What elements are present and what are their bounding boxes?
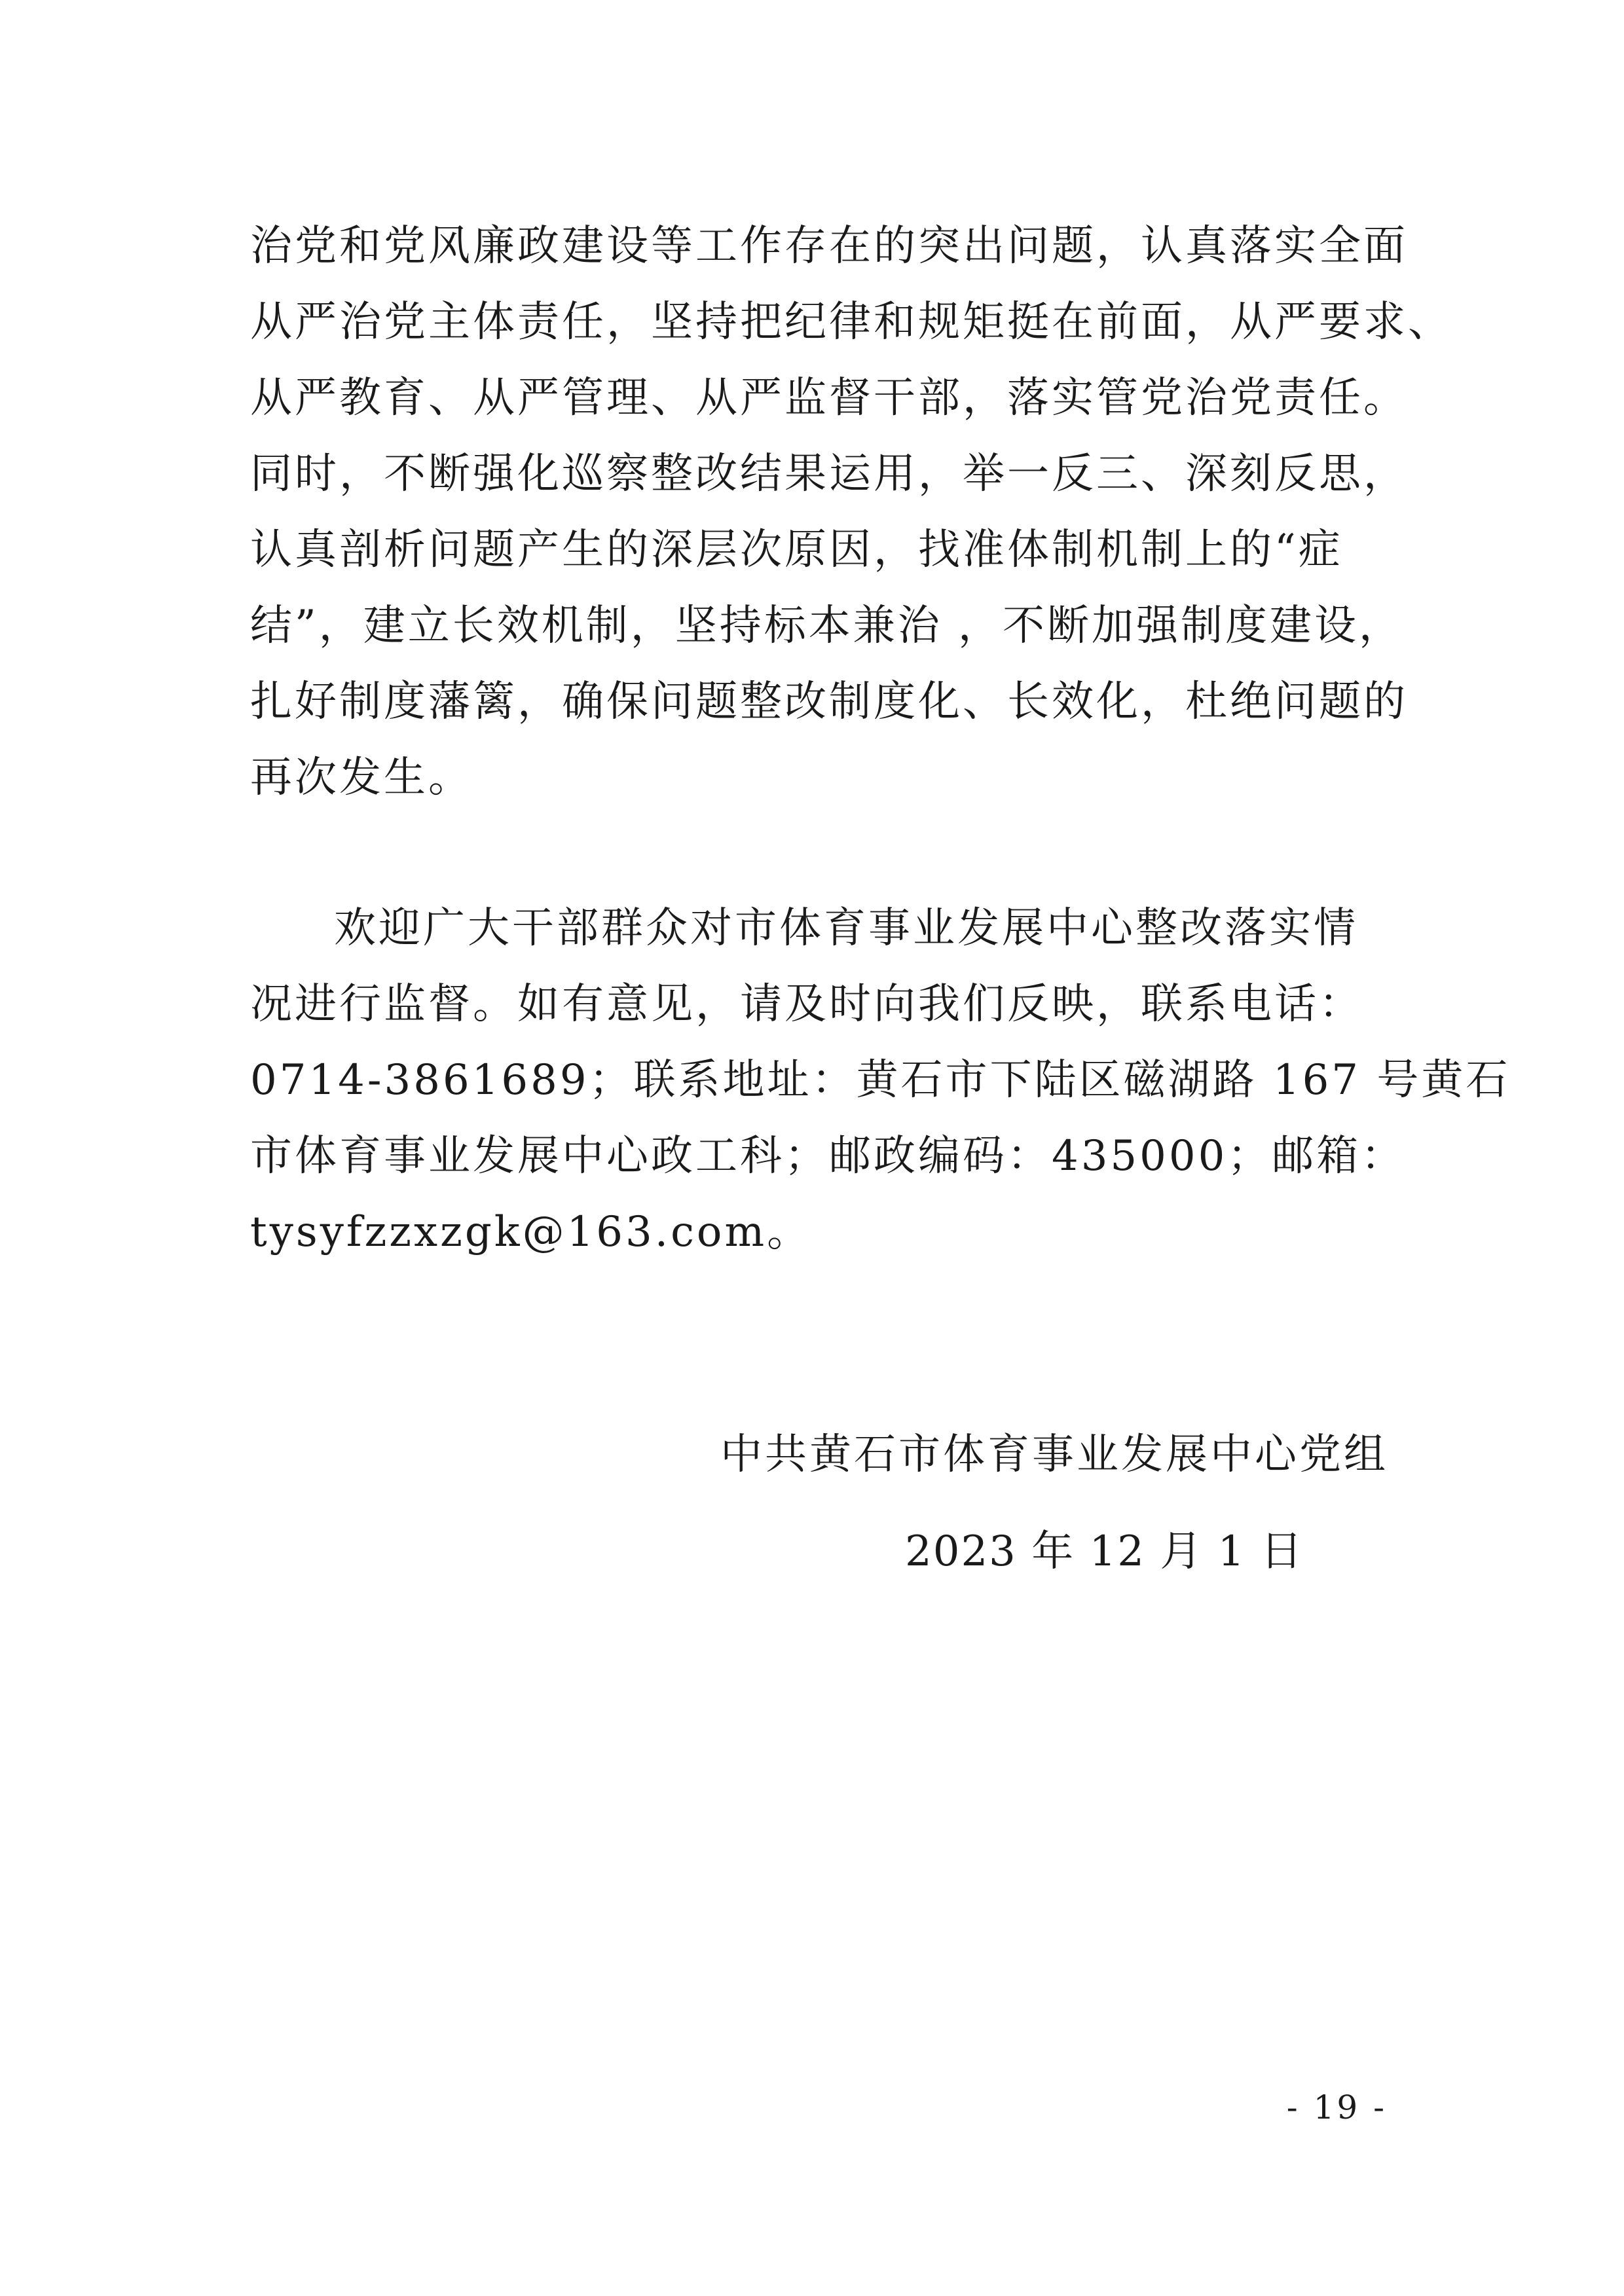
paragraph-line: 同时，不断强化巡察整改结果运用，举一反三、深刻反思， (250, 450, 1408, 498)
paragraph-line: 市体育事业发展中心政工科；邮政编码：435000；邮箱： (250, 1132, 1406, 1180)
email-line: tysyfzzxzgk@163.com。 (250, 1208, 812, 1256)
paragraph-line: 再次发生。 (250, 754, 473, 802)
paragraph-line: 从严教育、从严管理、从严监督干部，落实管党治党责任。 (250, 374, 1408, 422)
body-paragraph-rectification (250, 208, 1452, 816)
paragraph-line: 从严治党主体责任，坚持把纪律和规矩挺在前面，从严要求、 (250, 298, 1452, 346)
paragraph-line: 认真剖析问题产生的深层次原因，找准体制机制上的“症 (250, 526, 1343, 574)
issuer-signature: 中共黄石市体育事业发展中心党组 (720, 1430, 1388, 1479)
paragraph-line: 扎好制度藩篱，确保问题整改制度化、长效化，杜绝问题的 (250, 678, 1408, 726)
page-number: - 19 - (1286, 2088, 1387, 2126)
issue-date: 2023 年 12 月 1 日 (905, 1527, 1304, 1576)
body-paragraph-contact (250, 890, 1511, 1270)
paragraph-line: 0714-3861689；联系地址：黄石市下陆区磁湖路 167 号黄石 (250, 1056, 1511, 1104)
paragraph-line: 况进行监督。如有意见，请及时向我们反映，联系电话： (250, 980, 1363, 1029)
paragraph-line: 结”，建立长效机制，坚持标本兼治 ，不断加强制度建设， (250, 602, 1404, 650)
paragraph-line: 欢迎广大干部群众对市体育事业发展中心整改落实情 (334, 904, 1358, 953)
paragraph-line: 治党和党风廉政建设等工作存在的突出问题，认真落实全面 (250, 222, 1408, 270)
